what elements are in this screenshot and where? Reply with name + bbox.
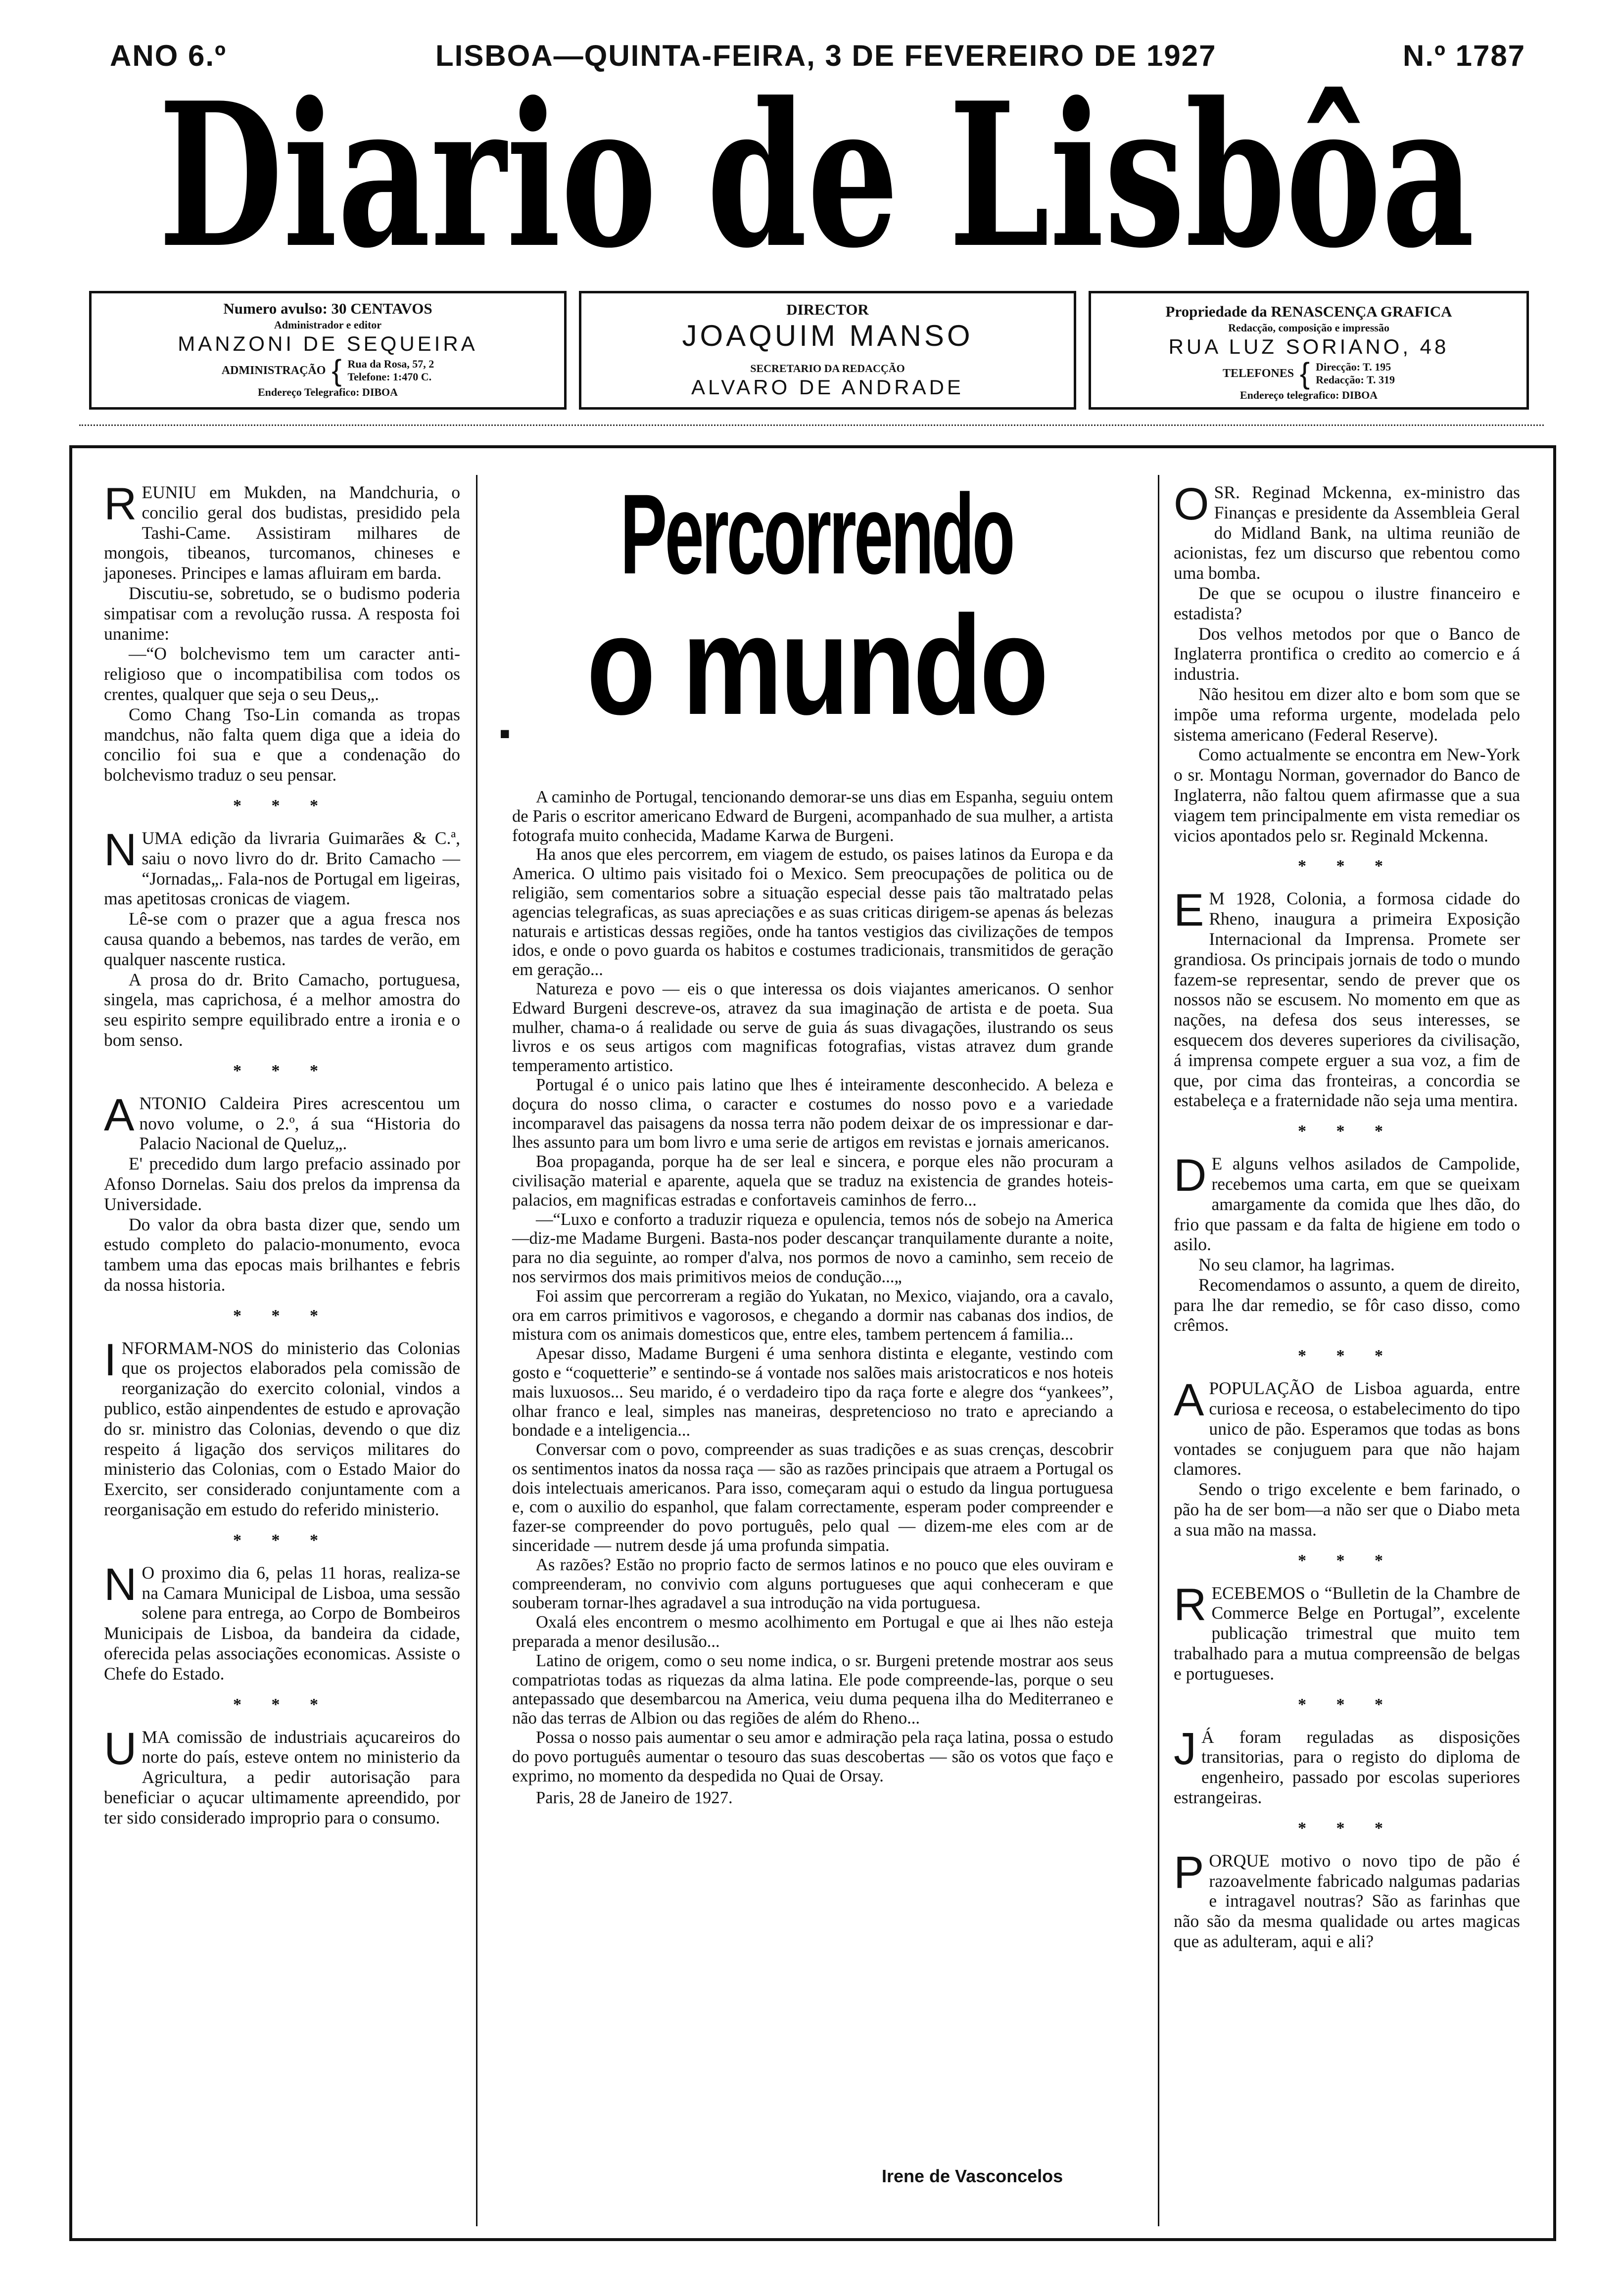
issue-number: N.º 1787: [1403, 39, 1526, 72]
center-article: [512, 788, 1113, 1808]
headline-line-2: o mundo: [586, 587, 1047, 744]
services: Redacção, composição e impressão: [1228, 322, 1389, 334]
phone-redaction: Redacção: T. 319: [1316, 374, 1395, 386]
paragraph: Lê-se com o prazer que a agua fresca nos causa quando a bebemos, nas tardes de verão, em qualquer nascente rustica.: [104, 909, 460, 969]
drop-cap: A: [1174, 1375, 1204, 1426]
paragraph-text: NTONIO Caldeira Pires acrescentou um novo volume, o 2.º, á sua “Historia do Palacio Nacional de Queluz„.: [139, 1093, 460, 1154]
news-item: [1174, 1579, 1520, 1684]
paragraph-text: ORQUE motivo o novo tipo de pão é razoavelmente fabricado nalgumas padarias e intragavel noutras? São as farinhas que não são da mesma qualidade ou artes magicas que as adulteram, aqui e ali?: [1174, 1850, 1520, 1952]
news-item: [104, 824, 460, 1050]
news-item: [104, 1723, 460, 1828]
paragraph-text: MA comissão de industriais açucareiros do norte do país, esteve ontem no ministerio da Agricultura, a pedir autorisação para beneficiar o açucar ultimamente apreendido, por ter sido considerado improprio para o consumo.: [104, 1727, 460, 1827]
section-divider-stars: * * *: [233, 796, 331, 815]
article-dateline: Paris, 28 de Janeiro de 1927.: [536, 1788, 733, 1808]
admin-name: MANZONI DE SEQUEIRA: [178, 332, 478, 355]
admin-address: Rua da Rosa, 57, 2: [347, 358, 434, 370]
news-item-lead: [104, 1723, 460, 1828]
paragraph: Do valor da obra basta dizer que, sendo um estudo completo do palacio-monumento, evoca tambem uma das epocas mais brilhantes e febris da nossa historia.: [104, 1214, 460, 1295]
brace-icon: {: [1300, 357, 1310, 390]
masthead-logo: [143, 74, 1489, 282]
news-item-lead: [104, 1334, 460, 1520]
news-item-lead: [1174, 1150, 1520, 1255]
signature: Irene de Vasconcelos: [882, 2166, 1063, 2186]
paragraph: A prosa do dr. Brito Camacho, portuguesa, singela, mas caprichosa, é a melhor amostra do seu espirito sempre equilibrado entre a ironia e o bom senso.: [104, 969, 460, 1050]
news-item-lead: [1174, 1579, 1520, 1684]
paragraph: Recomendamos o assunto, a quem de direito, para lhe dar remedio, se fôr caso disso, como crêmos.: [1174, 1274, 1520, 1335]
article-paragraph: As razões? Estão no proprio facto de sermos latinos e no pouco que eles ouviram e compreenderam, no convivio com alguns portugueses que aqui conheceram e que souberam tornar-lhes agradavel a sua introdução na vida portuguesa.: [512, 1555, 1113, 1613]
paragraph: Discutiu-se, sobretudo, se o budismo poderia simpatisar com a revolução russa. A resposta foi unanime:: [104, 583, 460, 644]
paragraph-text: M 1928, Colonia, a formosa cidade do Rheno, inaugura a primeira Exposição Internacional da Imprensa. Promete ser grandiosa. Os principais jornais de todo o mundo fazem-se representar, sendo de prever que os nossos não se escusem. No momento em que as nações, na defesa dos seus interesses, se esquecem dos deveres superiores da civilisação, á imprensa compete erguer a sua voz, a fim de que, por cima das fronteiras, a concordia se estabeleça e a fraternidade não seja uma mentira.: [1174, 889, 1520, 1111]
article-paragraph: Apesar disso, Madame Burgeni é uma senhora distinta e elegante, vestindo com gosto e “coquetterie” e sentindo-se á vontade nos salões mais aristocraticos e nos hoteis mais luxuosos... Seu marido, é o verdadeiro tipo da raça forte e alegre dos “yankees”, olhar franco e leal, simples nas maneiras, despretencioso no trato e apreciando a bondade e a inteligencia...: [512, 1344, 1113, 1440]
phones: [1316, 361, 1395, 386]
director-name: JOAQUIM MANSO: [682, 319, 973, 352]
drop-cap: N: [104, 1559, 137, 1610]
administration-box: [89, 291, 567, 410]
admin-role: Administrador e editor: [274, 319, 382, 331]
top-line: [0, 39, 1619, 78]
section-divider-stars: * * *: [233, 1061, 331, 1080]
news-item-lead: [1174, 1375, 1520, 1479]
section-divider-stars: * * *: [1298, 1347, 1396, 1365]
drop-cap: D: [1174, 1150, 1207, 1201]
news-item: [104, 1089, 460, 1295]
news-item-lead: [1174, 1847, 1520, 1952]
paragraph: Dos velhos metodos por que o Banco de Inglaterra prontifica o credito ao comercio e á industria.: [1174, 623, 1520, 684]
paragraph: —“O bolchevismo tem um caracter anti-religioso que o incompatibilisa com todos os crentes, qualquer que seja o seu Deus„.: [104, 644, 460, 704]
dateline: LISBOA—QUINTA-FEIRA, 3 DE FEVEREIRO DE 1927: [435, 39, 1217, 72]
owner: Propriedade da RENASCENÇA GRAFICA: [1165, 303, 1452, 320]
news-item-lead: [1174, 479, 1520, 583]
section-divider-stars: * * *: [1298, 1551, 1396, 1570]
news-item-lead: [104, 1559, 460, 1684]
paragraph: De que se ocupou o ilustre financeiro e estadista?: [1174, 583, 1520, 623]
director-box: [579, 291, 1076, 410]
section-divider-stars: * * *: [233, 1531, 331, 1549]
section-divider-stars: * * *: [1298, 857, 1396, 876]
article-paragraph: A caminho de Portugal, tencionando demorar-se uns dias em Espanha, seguiu ontem de Paris o escritor americano Edward de Burgeni, acompanhado de sua mulher, a artista fotografa muito conhecida, Madame Karwa de Burgeni.: [512, 788, 1113, 845]
paragraph: Sendo o trigo excelente e bem farinado, o pão ha de ser bom—a não ser que o Diabo meta a sua mão na massa.: [1174, 1479, 1520, 1540]
office-telegraph: Endereço telegrafico: DIBOA: [1239, 389, 1378, 401]
admin-contact: [347, 358, 434, 383]
admin-address-row: [92, 356, 564, 385]
news-item: [1174, 1375, 1520, 1540]
drop-cap: U: [104, 1723, 137, 1774]
news-item-lead: [104, 824, 460, 909]
paragraph-text: SR. Reginad Mckenna, ex-ministro das Finanças e presidente da Assembleia Geral do Midland Bank, na ultima reunião de acionistas, fez um discurso que rebentou como uma bomba.: [1174, 482, 1520, 583]
news-item-lead: [1174, 885, 1520, 1111]
article-paragraph: Boa propaganda, porque ha de ser leal e sincera, e porque eles não procuram a civilisação material e aparente, aquela que se traduz na existencia de grandes hoteis-palacios, em magnificas estradas e confortaveis caminhos de ferro...: [512, 1152, 1113, 1210]
article-paragraph: Oxalá eles encontrem o mesmo acolhimento em Portugal e que ai lhes não esteja preparada a menor desilusão...: [512, 1613, 1113, 1651]
dotted-divider: [79, 424, 1544, 426]
news-item: [1174, 1723, 1520, 1808]
news-item-lead: [1174, 1723, 1520, 1808]
drop-cap: O: [1174, 479, 1209, 529]
paragraph: Não hesitou em dizer alto e bom som que se impõe uma reforma urgente, modelada pelo sistema americano (Federal Reserve).: [1174, 684, 1520, 745]
news-item-lead: [104, 1089, 460, 1154]
drop-cap: R: [1174, 1579, 1207, 1630]
paragraph-text: UMA edição da livraria Guimarães & C.ª, saiu o novo livro do dr. Brito Camacho — “Jornadas„. Fala-nos de Portugal em ligeiras, mas apetitosas cronicas de viagem.: [104, 828, 460, 909]
left-column: [104, 479, 460, 1828]
section-divider-stars: * * *: [1298, 1695, 1396, 1714]
phones-label: TELEFONES: [1223, 367, 1294, 380]
paragraph-text: NFORMAM-NOS do ministerio das Colonias que os projectos elaborados pela comissão de reorganização do exercito colonial, vindos a publico, estão ainpendentes de estudo e aprovação do sr. ministro das Colonias, devendo o que diz respeito á ligação dos serviços militares do ministerio das Colonias, com o Estado Maior do Exercito, ser considerado conjuntamente com a reorganisação em estudo do referido ministerio.: [104, 1338, 460, 1520]
phones-row: [1091, 359, 1526, 388]
info-bar: [89, 291, 1529, 415]
news-item: [104, 479, 460, 785]
article-paragraph: Portugal é o unico pais latino que lhes é inteiramente desconhecido. A beleza e doçura do nosso clima, o caracter e costumes do nosso povo e a variedade incomparavel das paisagens da nossa terra não podem deixar de os impressionar e dar-lhes assunto para um bom livro e uma serie de artigos em revistas e jornais americanos.: [512, 1075, 1113, 1152]
paragraph-text: E alguns velhos asilados de Campolide, recebemos uma carta, em que se queixam amargamente da comida que lhes dão, do frio que passam e da falta de higiene em todo o asilo.: [1174, 1154, 1520, 1255]
secretary-name: ALVARO DE ANDRADE: [691, 375, 964, 399]
article-paragraph: Foi assim que percorreram a região do Yukatan, no Mexico, viajando, ora a cavalo, ora em carros primitivos e vagorosos, e chegando a dormir nas cabanas dos indios, de mistura com os animais domesticos que, entre eles, tambem pertencem á familia...: [512, 1286, 1113, 1344]
section-divider-stars: * * *: [233, 1695, 331, 1714]
news-item: [104, 1559, 460, 1684]
paragraph-text: ECEBEMOS o “Bulletin de la Chambre de Commerce Belge en Portugal”, excelente publicação trimestral que muito tem trabalhado para a mutua compreensão de belgas e portugueses.: [1174, 1583, 1520, 1684]
price: Numero avulso: 30 CENTAVOS: [223, 300, 432, 317]
drop-cap: A: [104, 1089, 135, 1140]
paragraph: Como actualmente se encontra em New-York o sr. Montagu Norman, governador do Banco de Inglaterra, não faltou quem afirmasse que a sua viagem tem principalmente em vista remediar os vicios apontados pelo sr. Reginald Mckenna.: [1174, 745, 1520, 845]
bullet-icon: ■: [500, 725, 510, 743]
paragraph-text: Á foram reguladas as disposições transitorias, para o registo do diploma de engenheiro, passado por escolas superiores estrangeiras.: [1174, 1727, 1520, 1808]
admin-phone: Telefone: 1:470 C.: [347, 371, 432, 383]
section-divider-stars: * * *: [1298, 1122, 1396, 1141]
paragraph-text: POPULAÇÃO de Lisboa aguarda, entre curiosa e receosa, o estabelecimento do tipo unico de pão. Esperamos que todas as bons vontades se conjuguem para que não hajam clamores.: [1174, 1378, 1520, 1479]
news-item: [1174, 1847, 1520, 1952]
article-paragraph: Natureza e povo — eis o que interessa os dois viajantes americanos. O senhor Edward Burgeni descreve-os, atravez da sua imaginação de artista e de poeta. Sua mulher, chama-o á realidade ou serve de guia ás suas divagações, ilustrando os seus livros e os seus artigos com magnificas fotografias, vistas atravez dum grande temperamento artistico.: [512, 979, 1113, 1076]
article-paragraph: Possa o nosso pais aumentar o seu amor e admiração pela raça latina, possa o estudo do povo português aumentar o tesouro das suas descobertas — são os votos que faço e exprimo, no momento da despedida no Quai de Orsay.: [512, 1728, 1113, 1785]
article-paragraph: Conversar com o povo, compreender as suas tradições e as suas crenças, descobrir os sentimentos inatos da nossa raça — são as razões principais que atraem a Portugal os dois intelectuais americanos. Para isso, começaram aqui o estudo da lingua portuguesa e, com o auxilio do espanhol, que falam correctamente, esperam poder compreender e fazer-se compreender do povo português, pelo qual — dizem-me eles com ar de sinceridade — nutrem desde já uma profunda simpatia.: [512, 1440, 1113, 1555]
office-address: RUA LUZ SORIANO, 48: [1168, 335, 1449, 358]
article-paragraph: Latino de origem, como o seu nome indica, o sr. Burgeni pretende mostrar aos seus compatriotas todas as riquezas da alma latina. Ele pode compreende-las, porque o seu antepassado que desembarcou na America, veiu duma pequena ilha do Mediterraneo e não das terras de Albion ou das regiões de além do Rheno...: [512, 1651, 1113, 1728]
news-item: [1174, 1150, 1520, 1335]
paragraph-text: EUNIU em Mukden, na Mandchuria, o concilio geral dos budistas, presidido pela Tashi-Came. Assistiram milhares de mongois, tibeanos, turcomanos, chineses e japoneses. Principes e lamas afluiram em barda.: [104, 482, 460, 583]
admin-telegraph: Endereço Telegrafico: DIBOA: [257, 386, 398, 398]
news-item: [1174, 885, 1520, 1111]
drop-cap: E: [1174, 885, 1204, 936]
masthead: [143, 74, 1489, 282]
article-paragraph: Ha anos que eles percorrem, em viagem de estudo, os paises latinos da Europa e da America. O ultimo pais visitado foi o Mexico. Sem preocupações de politica ou de religião, sem comentarios sobre a situação especial desse pais tão maltratado pelas agencias telegraficas, as suas apreciações e as suas criticas dirigem-se apenas ás belezas naturais e artisticas dessas regiões, onde ha tantos vestigios das civilizações de tempos idos, e onde o povo guarda os habitos e costumes tradicionais, transmitidos de geração em geração...: [512, 845, 1113, 980]
drop-cap: R: [104, 479, 137, 529]
headline: [470, 470, 1163, 744]
news-item: [104, 1334, 460, 1520]
paragraph: No seu clamor, ha lagrimas.: [1198, 1255, 1395, 1275]
paragraph: Como Chang Tso-Lin comanda as tropas mandchus, não falta quem diga que a ideia do concilio foi sua e que a condenação do bolchevismo traduz o seu pensar.: [104, 704, 460, 785]
paragraph-text: O proximo dia 6, pelas 11 horas, realiza-se na Camara Municipal de Lisboa, uma sessão solene para entrega, ao Corpo de Bombeiros Municipais de Lisboa, da bandeira da cidade, oferecida pelas associações economicas. Assiste o Chefe do Estado.: [104, 1562, 460, 1684]
phone-direction: Direcção: T. 195: [1316, 361, 1391, 373]
headline-line-1: Percorrendo: [620, 470, 1013, 598]
section-divider-stars: * * *: [233, 1306, 331, 1325]
year-volume: ANO 6.º: [110, 39, 227, 72]
masthead-title: Diario de Lisbôa: [158, 74, 1475, 282]
drop-cap: J: [1174, 1723, 1196, 1774]
news-item-lead: [104, 479, 460, 583]
paragraph: E' precedido dum largo prefacio assinado por Afonso Dornelas. Saiu dos prelos da imprensa da Universidade.: [104, 1154, 460, 1214]
section-divider-stars: * * *: [1298, 1819, 1396, 1837]
brace-icon: {: [332, 354, 342, 387]
drop-cap: N: [104, 824, 137, 875]
drop-cap: P: [1174, 1847, 1204, 1898]
property-box: [1089, 291, 1529, 410]
admin-label: ADMINISTRAÇÃO: [221, 364, 326, 377]
right-column: [1174, 479, 1520, 1952]
news-item: [1174, 479, 1520, 845]
drop-cap: I: [104, 1334, 117, 1385]
secretary-label: SECRETARIO DA REDACÇÃO: [750, 362, 905, 375]
article-paragraph: —“Luxo e conforto a traduzir riqueza e opulencia, temos nós de sobejo na America—diz-me Madame Burgeni. Basta-nos poder descançar tranquilamente durante a noite, para no dia seguinte, ao romper d'alva, nos pormos de novo a caminho, sem receio de nos servirmos dos mais primitivos meios de condução...„: [512, 1210, 1113, 1286]
director-label: DIRECTOR: [786, 301, 869, 318]
